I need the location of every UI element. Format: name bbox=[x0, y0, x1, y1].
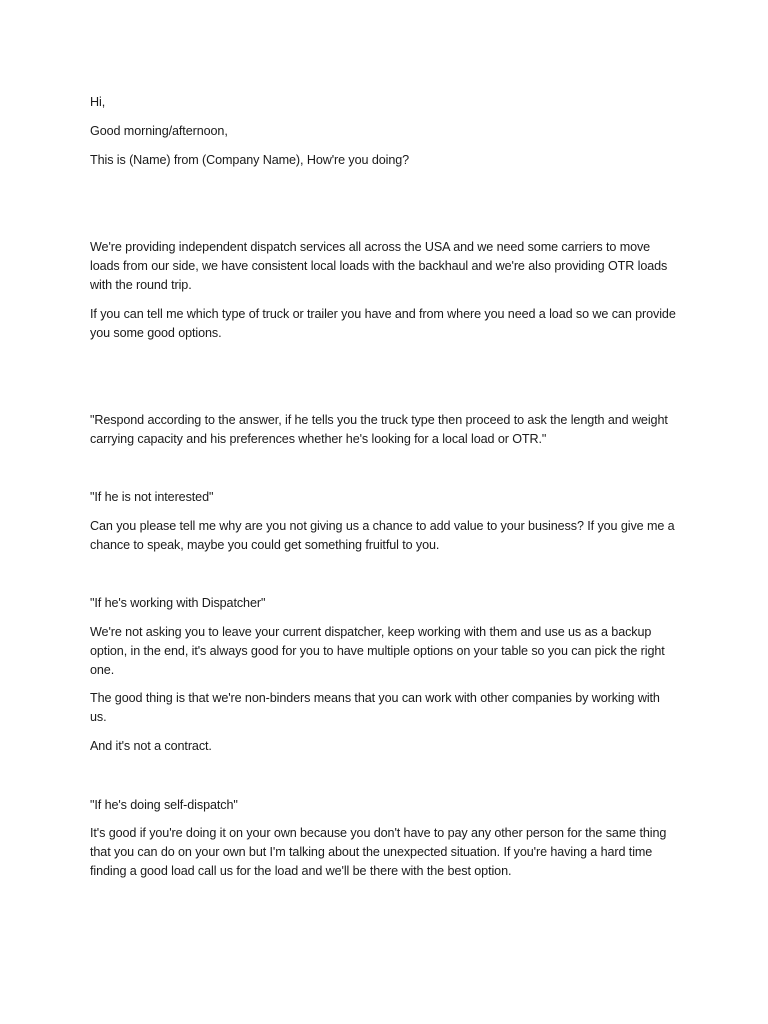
intro-text: This is (Name) from (Company Name), How're you doing? bbox=[90, 153, 410, 167]
not-contract-paragraph: And it's not a contract. bbox=[90, 739, 212, 753]
dispatcher-heading: "If he's working with Dispatcher" bbox=[90, 596, 266, 610]
question-paragraph: If you can tell me which type of truck or trailer you have and from where you need a load so we can provide you some good options. bbox=[90, 307, 676, 340]
greeting-text: Hi, bbox=[90, 95, 106, 109]
self-dispatch-reply: It's good if you're doing it on your own because you don't have to pay any other person for the same thing that you can do on your own but I'm talking about the unexpected situation. If you're having a hard time finding a good load call us for the load and we'll be there with the best option. bbox=[90, 826, 667, 878]
dispatcher-reply: We're not asking you to leave your current dispatcher, keep working with them and use us as a backup option, in the end, it's always good for you to have multiple options on your table so you can pick the right one. bbox=[90, 625, 665, 677]
not-interested-heading: "If he is not interested" bbox=[90, 490, 214, 504]
salutation-text: Good morning/afternoon, bbox=[90, 124, 228, 138]
pitch-paragraph: We're providing independent dispatch services all across the USA and we need some carriers to move loads from our side, we have consistent local loads with the backhaul and we're also providing OTR loads with the round trip. bbox=[90, 240, 668, 292]
respond-note: "Respond according to the answer, if he tells you the truck type then proceed to ask the length and weight carrying capacity and his preferences whether he's looking for a local load or OTR." bbox=[90, 413, 668, 446]
not-interested-reply: Can you please tell me why are you not giving us a chance to add value to your business? If you give me a chance to speak, maybe you could get something fruitful to you. bbox=[90, 519, 675, 552]
non-binders-paragraph: The good thing is that we're non-binders means that you can work with other companies by working with us. bbox=[90, 691, 660, 724]
self-dispatch-heading: "If he's doing self-dispatch" bbox=[90, 798, 238, 812]
